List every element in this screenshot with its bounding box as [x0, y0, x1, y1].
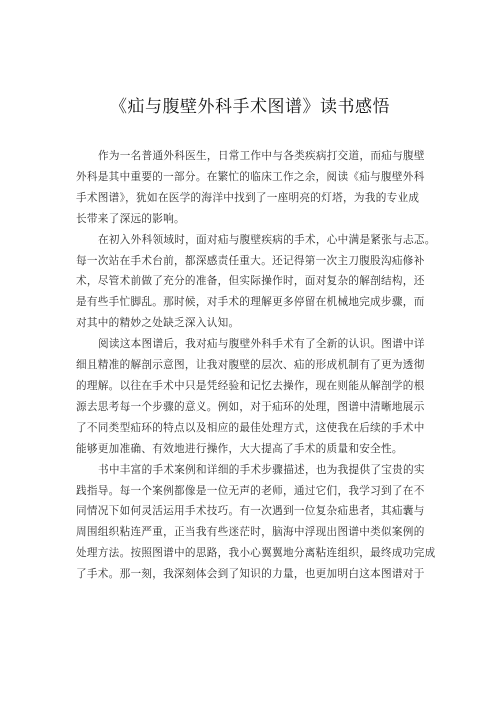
paragraph-line: 书中丰富的手术案例和详细的手术步骤描述，也为我提供了宝贵的实	[98, 463, 425, 476]
paragraph-line: 能够更加准确、有效地进行操作，大大提高了手术的质量和安全性。	[76, 442, 403, 455]
paragraph-line: 践指导。每一个案例都像是一位无声的老师，通过它们，我学习到了在不	[76, 484, 425, 497]
paragraph-line: 细且精准的解剖示意图，让我对腹壁的层次、疝的形成机制有了更为透彻	[76, 359, 425, 372]
paragraph-4	[76, 460, 442, 585]
paragraph-line: 作为一名普通外科医生，日常工作中与各类疾病打交道，而疝与腹壁	[98, 150, 425, 162]
paragraph-line: 了不同类型疝环的特点以及相应的最佳处理方式，这使我在后续的手术中	[76, 421, 425, 434]
paragraph-line: 同情况下如何灵活运用手术技巧。有一次遇到一位复杂疝患者，其疝囊与	[76, 505, 425, 518]
paragraph-line: 了手术。那一刻，我深刻体会到了知识的力量，也更加明白这本图谱对于	[76, 568, 425, 581]
paragraph-line: 对其中的精妙之处缺乏深入认知。	[76, 317, 240, 330]
paragraph-line: 是有些手忙脚乱。那时候，对手术的理解更多停留在机械地完成步骤，而	[76, 296, 425, 309]
paragraph-line: 长带来了深远的影响。	[76, 212, 185, 225]
paragraph-line: 的理解。以往在手术中只是凭经验和记忆去操作，现在则能从解剖学的根	[76, 379, 425, 392]
document-title: 《疝与腹壁外科手术图谱》读书感悟	[110, 97, 390, 117]
paragraph-line: 源去思考每一个步骤的意义。例如，对于疝环的处理，图谱中清晰地展示	[76, 400, 425, 413]
paragraph-line: 在初入外科领域时，面对疝与腹壁疾病的手术，心中满是紧张与忐忑。	[98, 233, 436, 246]
paragraph-line: 处理方法。按照图谱中的思路，我小心翼翼地分离粘连组织，最终成功完成	[76, 547, 436, 560]
paragraph-line: 手术图谱》，犹如在医学的海洋中找到了一座明亮的灯塔，为我的专业成	[76, 191, 420, 204]
paragraph-line: 周围组织粘连严重，正当我有些迷茫时，脑海中浮现出图谱中类似案例的	[76, 526, 425, 539]
document-body	[76, 146, 442, 585]
paragraph-line: 外科是其中重要的一部分。在繁忙的临床工作之余，阅读《疝与腹壁外科	[76, 170, 425, 183]
paragraph-line: 术，尽管术前做了充分的准备，但实际操作时，面对复杂的解剖结构，还	[76, 275, 425, 288]
paragraph-1	[76, 146, 442, 230]
paragraph-line: 阅读这本图谱后，我对疝与腹壁外科手术有了全新的认识。图谱中详	[98, 338, 425, 351]
paragraph-line: 每一次站在手术台前，都深感责任重大。还记得第一次主刀腹股沟疝修补	[76, 254, 425, 267]
paragraph-2	[76, 230, 442, 335]
paragraph-3	[76, 334, 442, 459]
